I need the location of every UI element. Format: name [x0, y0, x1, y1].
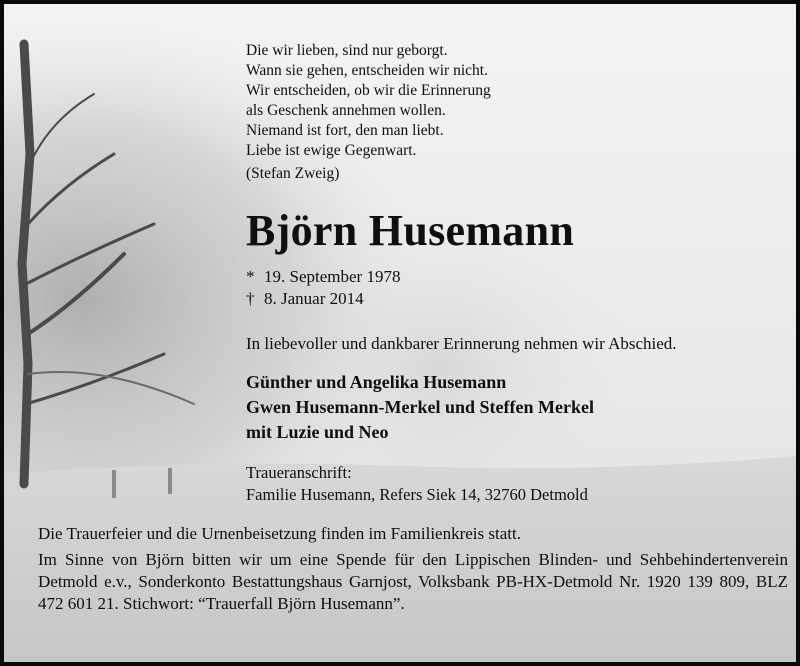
- birth-star-icon: *: [246, 267, 255, 286]
- birth-date-row: [246, 266, 400, 288]
- birth-date: 19. September 1978: [264, 267, 401, 286]
- family-member: Günther und Angelika Husemann: [246, 372, 507, 392]
- death-date-row: [246, 288, 400, 310]
- farewell-text: In liebevoller und dankbarer Erinnerung nehmen wir Abschied.: [246, 334, 677, 353]
- donation-notice: Im Sinne von Björn bitten wir um eine Spende für den Lippischen Blinden- und Sehbehindertenverein Detmold e.v., Sonderkonto Bestattungshaus Garnjost, Volksbank PB-HX-Detmold Nr. 1920 139 809, BLZ 472 601 21. Stichwort: “Trauerfall Björn Husemann”.: [38, 550, 788, 613]
- poem-line: als Geschenk annehmen wollen.: [246, 102, 446, 119]
- death-cross-icon: †: [246, 289, 255, 308]
- life-dates: [246, 266, 400, 310]
- poem-line: Wir entscheiden, ob wir die Erinnerung: [246, 82, 491, 99]
- family-member: Gwen Husemann-Merkel und Steffen Merkel: [246, 397, 594, 417]
- mourning-address: [246, 462, 588, 506]
- ceremony-notice: Die Trauerfeier und die Urnenbeisetzung finden im Familienkreis statt.: [38, 524, 521, 543]
- poem-line: Wann sie gehen, entscheiden wir nicht.: [246, 62, 488, 79]
- address-label: Traueranschrift:: [246, 463, 352, 482]
- death-date: 8. Januar 2014: [264, 289, 364, 308]
- poem-author: (Stefan Zweig): [246, 165, 340, 182]
- poem-quote: [246, 41, 491, 184]
- family-member: mit Luzie und Neo: [246, 422, 389, 442]
- address-value: Familie Husemann, Refers Siek 14, 32760 Detmold: [246, 485, 588, 504]
- poem-line: Die wir lieben, sind nur geborgt.: [246, 42, 448, 59]
- poem-line: Niemand ist fort, den man liebt.: [246, 122, 444, 139]
- deceased-name: Björn Husemann: [246, 206, 575, 255]
- poem-line: Liebe ist ewige Gegenwart.: [246, 142, 417, 159]
- family-members: [246, 370, 594, 445]
